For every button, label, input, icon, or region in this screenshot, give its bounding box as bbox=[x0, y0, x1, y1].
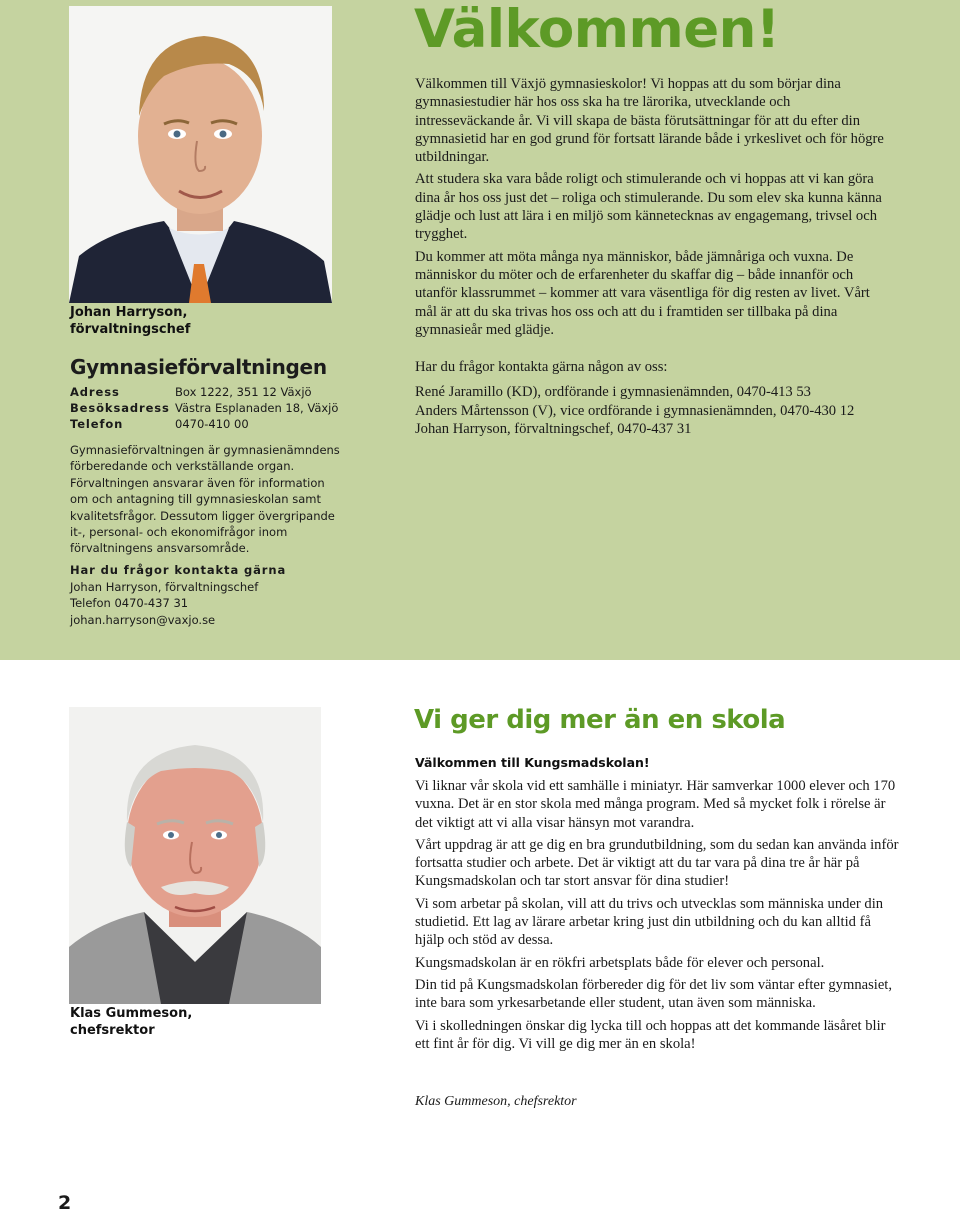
description-paragraph: Gymnasieförvaltningen är gymnasienämndens förberedande och verkställande organ. Förvaltningen ansvarar även för information om och antagning till gymnasieskolan samt kvalitetsfrågor. Dessutom ligger övergripande it-, personal- och ekonomifrågor inom förvaltningens ansvarsområde. bbox=[70, 443, 340, 556]
paragraph: Välkommen till Växjö gymnasieskolor! Vi hoppas att du som börjar dina gymnasiestudier här hos oss ska ha tre lärorika, utvecklande och intresseväckande år. Vi vill skapa de bästa förutsättningar för att du efter din gymnasietid har en god grund för fortsatt lärande både i yrkeslivet och för högre utbildningar. bbox=[415, 76, 884, 166]
sidebar-description bbox=[70, 442, 345, 557]
paragraph: Att studera ska vara både roligt och stimulerande och vi hoppas att vi kan göra dina år hos oss just det – roliga och stimulerande. Du som elev ska kunna känna glädje och lust att lära i en miljö som kännetecknas av engagemang, trivsel och trygghet. bbox=[415, 171, 882, 243]
visit-address-value: Västra Esplanaden 18, Växjö bbox=[175, 401, 339, 415]
visit-address-label: Besöksadress bbox=[70, 401, 170, 415]
caption-line: Klas Gummeson, bbox=[70, 1006, 193, 1021]
section-subtitle: Välkommen till Kungsmadskolan! bbox=[415, 755, 650, 770]
visit-address-row bbox=[70, 400, 338, 416]
paragraph: Vi liknar vår skola vid ett samhälle i miniatyr. Här samverkar 1000 elever och 170 vuxna. Det är en stor skola med många program. Med så mycket folk i rörelse är det viktigt att vi alla visar hänsyn mot varandra. bbox=[415, 778, 896, 831]
contact-list bbox=[415, 358, 895, 438]
contact-email-link[interactable]: johan.harryson@vaxjo.se bbox=[70, 612, 216, 627]
welcome-body bbox=[415, 75, 885, 343]
paragraph: Du kommer att möta många nya människor, både jämnåriga och vuxna. De människor du möter och de erfarenheter du skaffar dig – både innanför och utanför klassrummet – kommer att vara väsentliga för dig resten av livet. Vårt mål är att du ska trivas hos oss och att du i framtiden ser tillbaka på dina gymnasieår med glädje. bbox=[415, 248, 870, 338]
questions-heading: Har du frågor kontakta gärna bbox=[70, 563, 287, 577]
address-row bbox=[70, 384, 338, 400]
sidebar-title: Gymnasieförvaltningen bbox=[70, 355, 327, 379]
address-block bbox=[70, 384, 338, 432]
page-title: Välkommen! bbox=[414, 0, 780, 60]
questions-contact bbox=[70, 579, 258, 628]
address-value: Box 1222, 351 12 Växjö bbox=[175, 385, 312, 399]
phone-value: 0470-410 00 bbox=[175, 417, 249, 431]
contact-line: René Jaramillo (KD), ordförande i gymnasienämnden, 0470-413 53 bbox=[415, 384, 811, 401]
paragraph: Vi i skolledningen önskar dig lycka till och hoppas att det kommande läsåret blir ett fint år för dig. Vi vill ge dig mer än en skola! bbox=[415, 1017, 886, 1052]
signature: Klas Gummeson, chefsrektor bbox=[415, 1094, 577, 1109]
photo-caption-johan bbox=[70, 304, 190, 338]
phone-row bbox=[70, 416, 338, 432]
paragraph: Vårt uppdrag är att ge dig en bra grundutbildning, som du sedan kan använda inför fortsatta studier och arbete. Det är viktigt att du tar vara på dina tre år här på Kungsmadskolan och tar stort ansvar för dina studier! bbox=[415, 836, 899, 890]
contact-intro: Har du frågor kontakta gärna någon av oss: bbox=[415, 359, 668, 375]
section-title: Vi ger dig mer än en skola bbox=[414, 705, 786, 735]
contact-line: Anders Mårtensson (V), vice ordförande i gymnasienämnden, 0470-430 12 bbox=[415, 402, 855, 419]
address-label: Adress bbox=[70, 385, 120, 399]
portrait-photo-johan-harryson bbox=[69, 6, 332, 303]
paragraph: Kungsmadskolan är en rökfri arbetsplats både för elever och personal. bbox=[415, 954, 825, 971]
paragraph: Din tid på Kungsmadskolan förbereder dig för det liv som väntar efter gymnasiet, inte bara som yrkesarbetande eller student, utan även som människa. bbox=[415, 976, 893, 1012]
contact-name: Johan Harryson, förvaltningschef bbox=[70, 580, 259, 594]
portrait-photo-klas-gummeson bbox=[69, 707, 321, 1004]
paragraph: Vi som arbetar på skolan, vill att du trivs och utvecklas som människa under din studietid. Ett lag av lärare arbetar kring just din utbildning och du kan alltid få hjälp och stöd av dessa. bbox=[415, 895, 884, 949]
contact-phone: Telefon 0470-437 31 bbox=[70, 596, 189, 611]
phone-label: Telefon bbox=[70, 417, 124, 431]
contact-line: Johan Harryson, förvaltningschef, 0470-437 31 bbox=[415, 420, 692, 437]
caption-line: förvaltningschef bbox=[70, 322, 191, 337]
page-number: 2 bbox=[58, 1192, 72, 1214]
photo-caption-klas bbox=[70, 1005, 192, 1039]
caption-line: Johan Harryson, bbox=[70, 305, 188, 320]
caption-line: chefsrektor bbox=[70, 1023, 155, 1038]
school-body bbox=[415, 777, 900, 1057]
